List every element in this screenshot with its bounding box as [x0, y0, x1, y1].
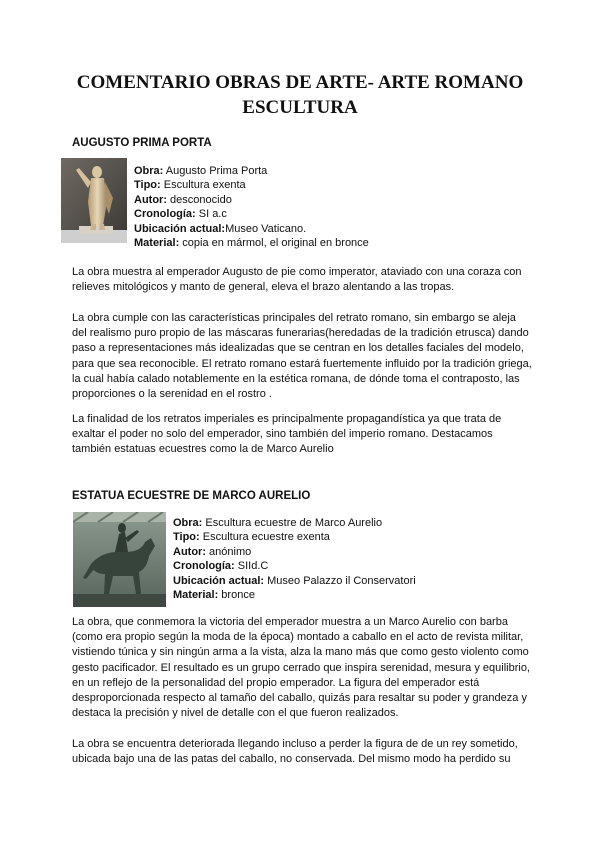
info-value: Museo Vaticano. [225, 222, 307, 235]
info-row-tipo [173, 530, 416, 544]
augusto-paragraph-2: La obra cumple con las características principales del retrato romano, sin embargo se aleja del realismo puro propio de las máscaras funerarias(heredadas de la tradición etrusca) dando paso a representaciones más idealizadas que se centran en los detalles faciales del modelo, para que sea reconocible. El retrato romano estará fuertemente influido por la tradición griega, la cual había calado notablemente en la estética romana, de dónde toma el contraposto, las proporciones o la serenidad en el rostro . [72, 312, 532, 401]
augusto-info-block [134, 164, 369, 250]
section-heading-augusto: AUGUSTO PRIMA PORTA [72, 137, 212, 149]
marco-aurelio-photo [73, 512, 166, 607]
info-value: Escultura ecuestre exenta [199, 531, 330, 544]
info-label: Ubicación actual: [173, 574, 265, 587]
info-label: Obra: [173, 517, 203, 529]
info-value: bronce [218, 589, 255, 602]
info-label: Cronología: [173, 560, 235, 573]
info-row-tipo [134, 178, 369, 192]
augusto-paragraph-1: La obra muestra al emperador Augusto de pie como imperator, ataviado con una coraza con relieves mitológicos y manto de general, eleva el brazo alentando a las tropas. [72, 266, 522, 294]
info-value: Museo Palazzo il Conservatori [264, 574, 416, 587]
info-value: copia en mármol, el original en bronce [179, 237, 369, 250]
document-title [0, 70, 600, 120]
info-row-material [134, 236, 369, 250]
info-row-ubicacion [134, 222, 369, 236]
augusto-prima-porta-photo [61, 158, 127, 243]
info-value: desconocido [167, 193, 232, 206]
info-label: Tipo: [173, 531, 200, 544]
marco-aurelio-info-block [173, 516, 416, 602]
title-line-1: COMENTARIO OBRAS DE ARTE- ARTE ROMANO [76, 72, 524, 93]
info-row-autor [173, 545, 416, 559]
info-row-obra [134, 164, 369, 178]
info-label: Tipo: [134, 179, 161, 192]
info-label: Autor: [134, 193, 167, 206]
info-label: Obra: [134, 165, 164, 177]
info-value: Augusto Prima Porta [163, 165, 268, 177]
info-row-cronologia [134, 207, 369, 221]
info-label: Material: [134, 237, 180, 250]
info-label: Ubicación actual: [134, 222, 226, 235]
info-label: Cronología: [134, 208, 196, 221]
section-heading-marco-aurelio: ESTATUA ECUESTRE DE MARCO AURELIO [72, 490, 311, 502]
info-value: anónimo [206, 545, 252, 558]
info-value: Escultura exenta [160, 179, 246, 192]
info-value: SI a.c [195, 208, 227, 221]
augusto-paragraph-3: La finalidad de los retratos imperiales es principalmente propagandística ya que trata de exaltar el poder no solo del emperador, sino también del imperio romano. Destacamos también estatuas ecuestres como la de Marco Aurelio [72, 413, 502, 456]
info-value: SIId.C [234, 560, 269, 573]
info-row-cronologia [173, 559, 416, 573]
info-row-ubicacion [173, 574, 416, 588]
title-line-2: ESCULTURA [242, 97, 358, 118]
marco-aurelio-paragraph-2: La obra se encuentra deteriorada llegando incluso a perder la figura de de un rey sometido, ubicada bajo una de las patas del caballo, no conservada. Del mismo modo ha perdido su [72, 738, 518, 766]
info-row-obra [173, 516, 416, 530]
info-value: Escultura ecuestre de Marco Aurelio [202, 517, 383, 529]
info-row-autor [134, 193, 369, 207]
info-row-material [173, 588, 416, 602]
marco-aurelio-paragraph-1: La obra, que conmemora la victoria del emperador muestra a un Marco Aurelio con barba (como era propio según la moda de la época) montado a caballo en el acto de revista militar, vistiendo túnica y sin ningún arma a la vista, alza la mano más que como gesto violento como gesto pacificador. El resultado es un grupo cerrado que inspira serenidad, mesura y equilibrio, en un reflejo de la personalidad del propio emperador. La figura del emperador está desproporcionada respecto al tamaño del caballo, quizás para resaltar su poder y grandeza y destaca la precisión y nivel de detalle con el que fueron realizados. [72, 616, 530, 720]
info-label: Autor: [173, 545, 206, 558]
info-label: Material: [173, 589, 219, 602]
